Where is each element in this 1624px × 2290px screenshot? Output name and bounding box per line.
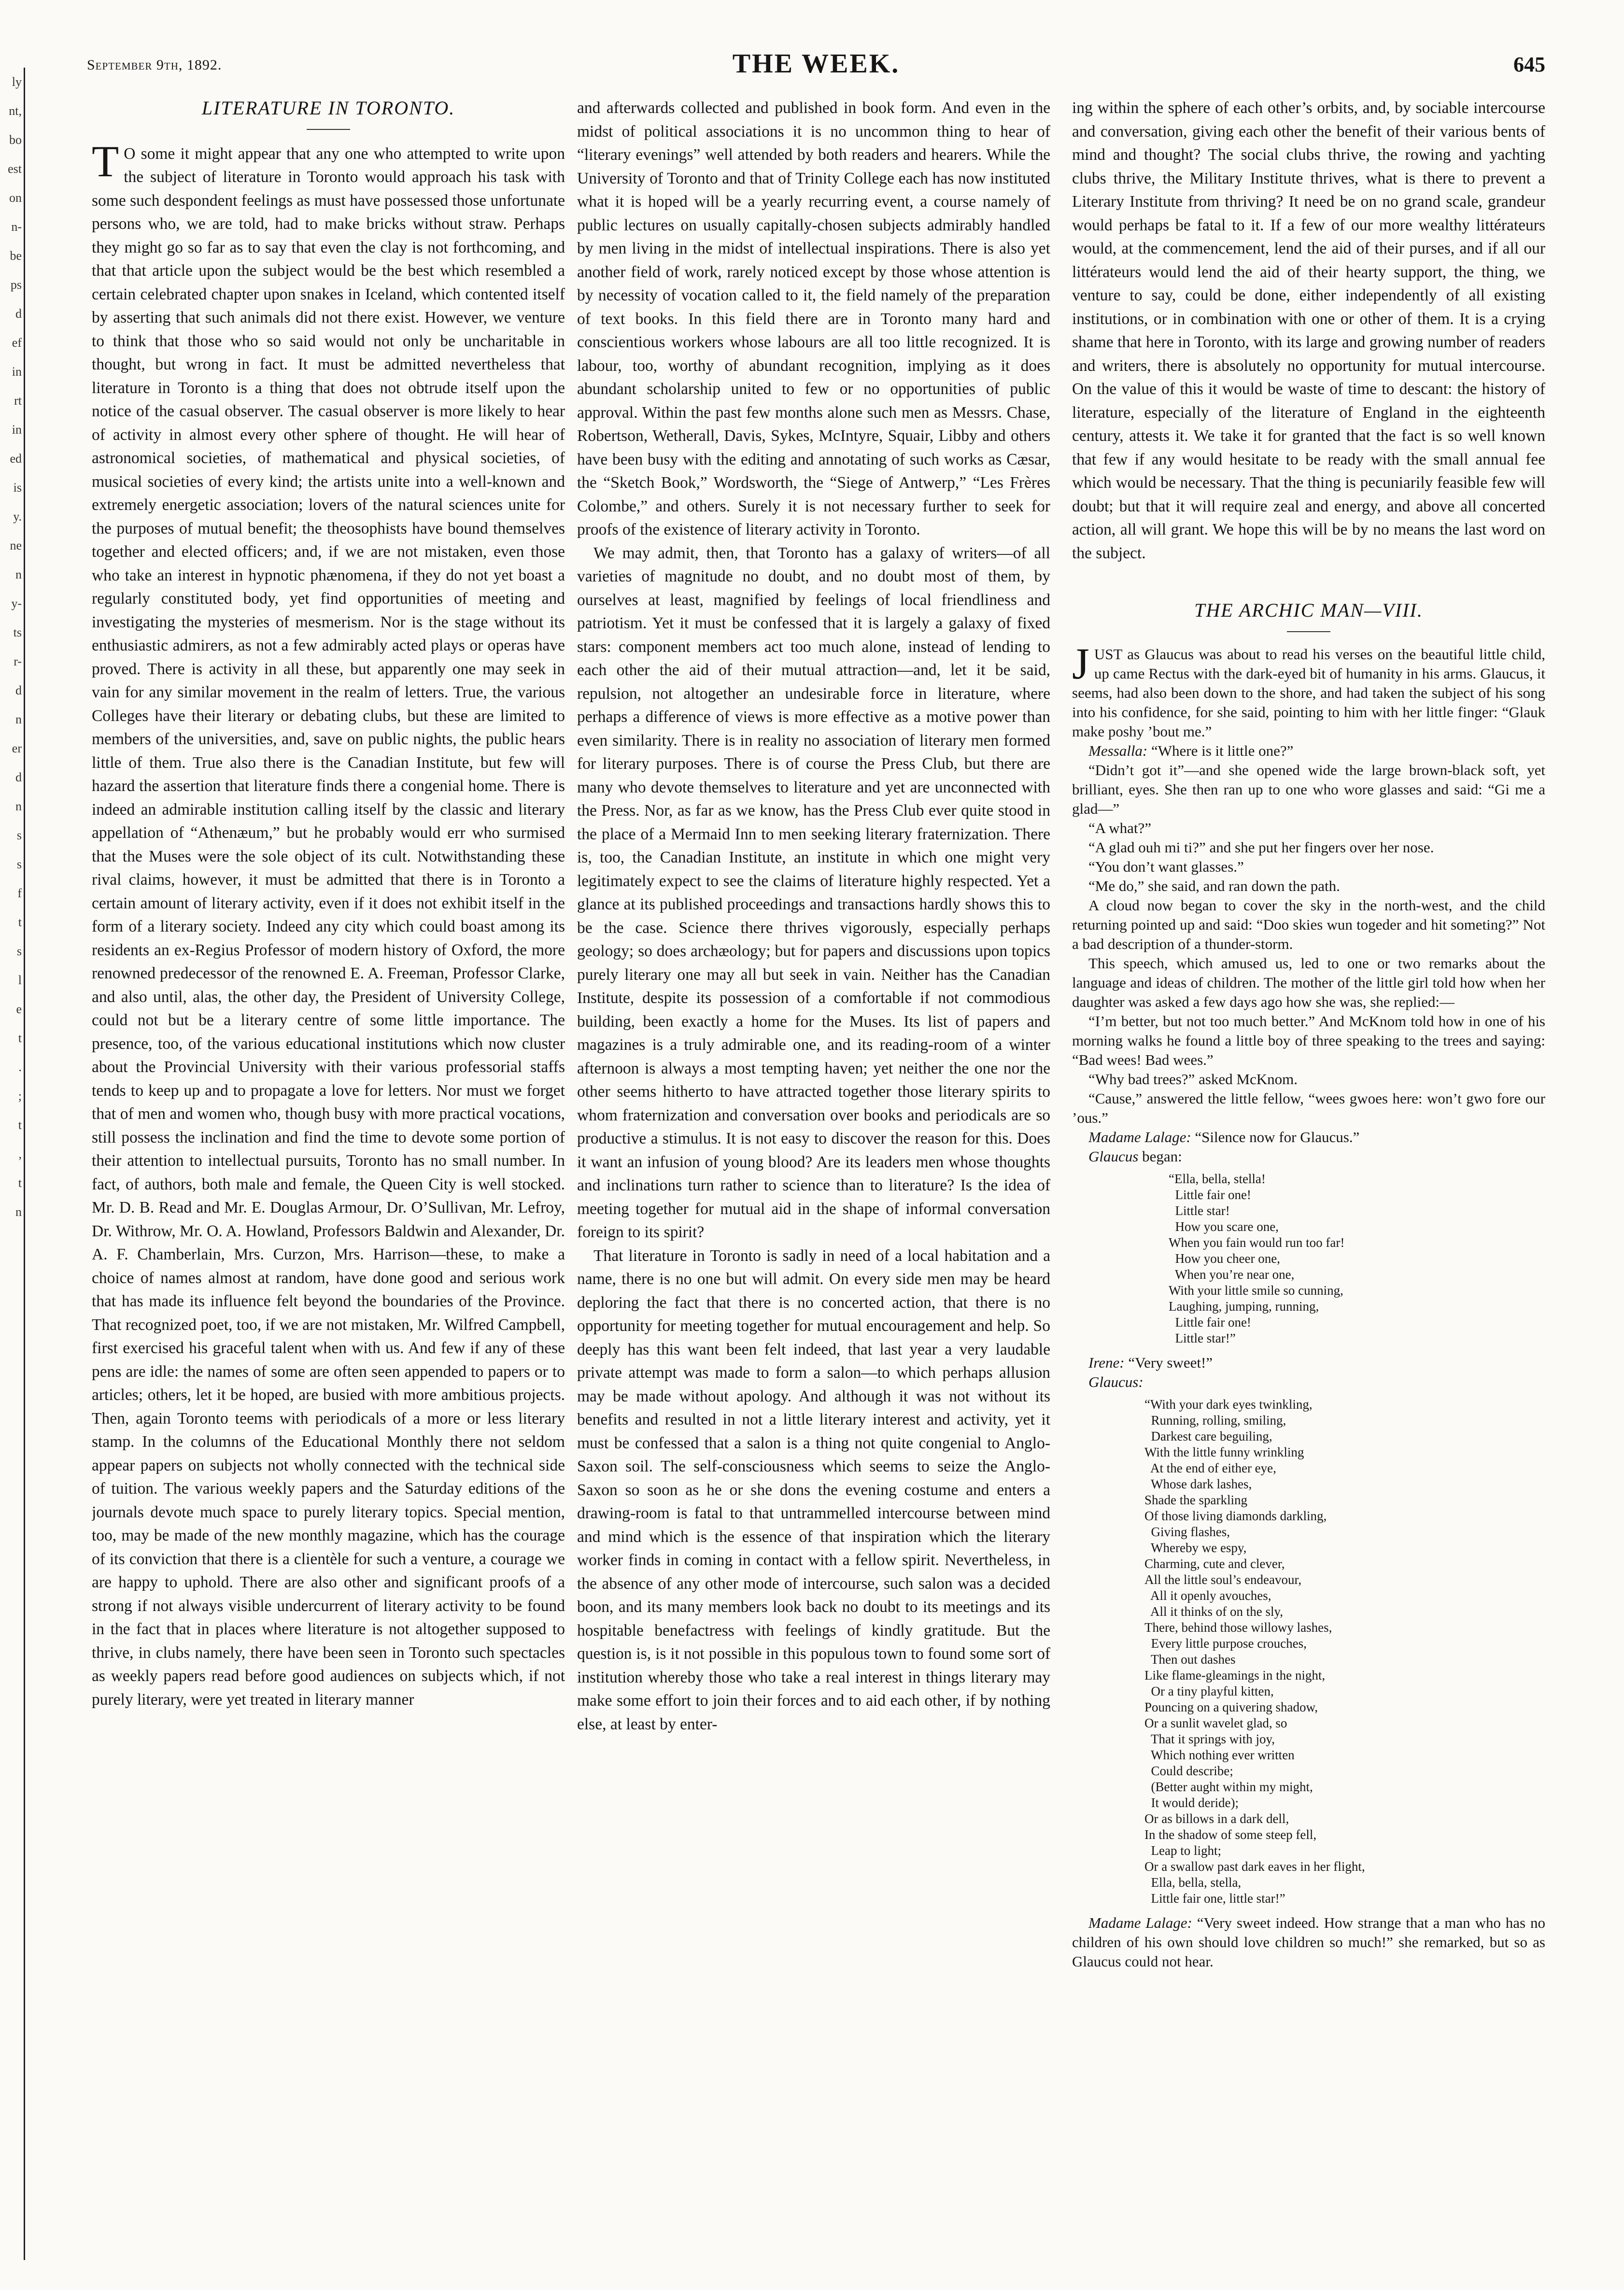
poem-stanza-2	[1072, 1397, 1545, 1907]
poem-line: Shade the sparkling	[1144, 1492, 1247, 1507]
poem-line: At the end of either eye,	[1144, 1460, 1276, 1475]
poem-line: Little fair one!	[1169, 1187, 1251, 1202]
dialogue-line: Irene: “Very sweet!”	[1088, 1354, 1213, 1371]
article-paragraph: That literature in Toronto is sadly in need of a local habitation and a name, there is no one but will admit. On every side men may be heard deploring the fact that there is no concerted action, that there is no opportunity for meeting together for mutual encouragement and help. So deeply has this want been felt indeed, that last year a very laudable private attempt was made to form a salon—to which perhaps allusion may be made without apology. And although it was not without its benefits and resulted in not a little literary interest and activity, yet it must be confessed that a salon is a thing not quite congenial to Anglo-Saxon soil. The self-consciousness which seems to seize the Anglo-Saxon so soon as he or she dons the evening costume and enters a drawing-room is fatal to that untrammelled intercourse between mind and mind which is the essence of that inspiration which the literary worker finds in coming in contact with a fellow spirit. Nevertheless, in the absence of any other mode of intercourse, such salon was a decided boon, and its many members look back no doubt to its meetings and its hospitable benefactress with feelings of kindly gratitude. But the question is, is it not possible in this populous town to found some sort of institution whereby those who take a real interest in things literary may make some effort to join their forces and to aid each other, if by nothing else, at least by enter-	[577, 1246, 1050, 1733]
poem-line: Laughing, jumping, running,	[1169, 1299, 1319, 1314]
poem-line: How you cheer one,	[1169, 1251, 1280, 1266]
dialogue-line: This speech, which amused us, led to one or two remarks about the language and ideas of children. The mother of the little girl told how when her daughter was asked a few days ago how she was, she replied:—	[1072, 954, 1545, 1010]
dialogue-line: “Cause,” answered the little fellow, “wees gwoes here: won’t gwo fore our ’ous.”	[1072, 1089, 1545, 1126]
adjacent-page-fragment: ly nt, bo est on n- be ps d ef in rt in ed is y. ne n y- ts r- d n er d n s s f t s l e t . ; t , t n	[0, 68, 25, 2260]
poem-line: (Better aught within my might,	[1144, 1779, 1313, 1794]
poem-line: When you fain would run too far!	[1169, 1235, 1345, 1250]
poem-line: When you’re near one,	[1169, 1267, 1295, 1282]
poem-line: Whereby we espy,	[1144, 1540, 1247, 1555]
poem-line: With your little smile so cunning,	[1169, 1283, 1343, 1298]
poem-line: Could describe;	[1144, 1763, 1233, 1778]
dialogue-line: Messalla: “Where is it little one?”	[1088, 742, 1294, 759]
dialogue-line: “I’m better, but not too much better.” And McKnom told how in one of his morning walks he found a little boy of three speaking to the trees and saying: “Bad wees! Bad wees.”	[1072, 1012, 1545, 1068]
dialogue-line: “A what?”	[1088, 819, 1151, 836]
dialogue-line: Madame Lalage: “Silence now for Glaucus.”	[1088, 1128, 1360, 1145]
title-rule	[307, 129, 350, 130]
poem-line: Or a swallow past dark eaves in her flight,	[1144, 1859, 1365, 1874]
poem-line: “With your dark eyes twinkling,	[1144, 1397, 1313, 1412]
article-paragraph: JUST as Glaucus was about to read his verses on the beautiful little child, up came Rectus with the dark-eyed bit of humanity in his arms. Glaucus, it seems, had also been down to the shore, and had taken the subject of his song into his confidence, for she said, pointing to him with her little finger: “Glauk make poshy ’bout me.”	[1072, 638, 1545, 740]
dialogue-line: Madame Lalage: “Very sweet indeed. How strange that a man who has no children of his own should love children so much!” she remarked, but so as Glaucus could not hear.	[1072, 1914, 1545, 1970]
drop-cap: J	[1072, 638, 1089, 688]
poem-line: Charming, cute and clever,	[1144, 1556, 1285, 1571]
poem-line: Running, rolling, smiling,	[1144, 1413, 1286, 1428]
dialogue-line: “Why bad trees?” asked McKnom.	[1088, 1070, 1298, 1088]
column-1	[92, 97, 565, 2246]
poem-line: Every little purpose crouches,	[1144, 1636, 1307, 1651]
page-number: 645	[1513, 53, 1545, 76]
article-title: LITERATURE IN TORONTO.	[201, 97, 455, 119]
dialogue-line: “Me do,” she said, and ran down the path.	[1088, 877, 1340, 894]
article-paragraph: and afterwards collected and published in book form. And even in the midst of political associations it is no uncommon thing to hear of “literary evenings” well attended by both readers and hearers. While the University of Toronto and that of Trinity College each has now instituted what it is hoped will be a yearly recurring event, a course namely of public lectures on usually capitally-chosen subjects admirably handled by men living in the midst of intellectual inspirations. There is also yet another field of work, rarely noticed except by those whose attention is by necessity of vocation called to it, the field namely of the preparation of text books. In this field there are in Toronto many hard and conscientious workers whose labours are all too little recognized. It is labour, too, worthy of abundant recognition, implying as it does abundant scholarship united to few or no opportunities of public approval. Within the past few months alone such men as Messrs. Chase, Robertson, Wetherall, Davis, Sykes, McIntyre, Squair, Libby and others have been busy with the editing and annotating of such works as Cæsar, the “Sketch Book,” Wordsworth, the “Siege of Antwerp,” “Les Frères Colombe,” and others. Surely it is not necessary further to seek for proofs of the existence of literary activity in Toronto.	[577, 99, 1050, 538]
poem-line: Little fair one!	[1169, 1315, 1251, 1329]
poem-line: Darkest care beguiling,	[1144, 1428, 1272, 1443]
column-2	[577, 97, 1050, 2246]
issue-date: September 9th, 1892.	[87, 57, 222, 73]
poem-line: Which nothing ever written	[1144, 1747, 1295, 1762]
dialogue-line: Glaucus began:	[1088, 1147, 1182, 1165]
dialogue-line: “Didn’t got it”—and she opened wide the large brown-black soft, yet brilliant, eyes. She then ran up to one who wore glasses and said: “Gi me a glad—”	[1072, 761, 1545, 817]
poem-line: With the little funny wrinkling	[1144, 1444, 1304, 1459]
poem-line: In the shadow of some steep fell,	[1144, 1827, 1317, 1842]
publication-title: THE WEEK.	[732, 49, 900, 79]
poem-line: Whose dark lashes,	[1144, 1476, 1252, 1491]
dialogue-line: Glaucus:	[1088, 1373, 1144, 1390]
dialogue-line: “You don’t want glasses.”	[1088, 858, 1244, 875]
article-title: THE ARCHIC MAN—VIII.	[1194, 599, 1423, 621]
page-header	[87, 48, 1545, 82]
drop-cap: T	[92, 136, 119, 186]
poem-line: Or a tiny playful kitten,	[1144, 1683, 1274, 1698]
poem-stanza-1	[1072, 1171, 1545, 1346]
poem-line: Little star!”	[1169, 1330, 1236, 1345]
article-paragraph: T O some it might appear that any one who attempted to write upon the subject of literature in Toronto would approach his task with some such despondent feelings as must have possessed those unfortunate persons who, we are told, had to make bricks without straw. Perhaps they might go so far as to say that even the clay is not forthcoming, and that that article upon the subject would be the best which resembled a certain celebrated chapter upon snakes in Iceland, which contented itself by asserting that such animals did not there exist. However, we venture to think that those who so said would not only be uncharitable in thought, but wrong in fact. It must be admitted nevertheless that literature in Toronto is a thing that does not obtrude itself upon the notice of the casual observer. The casual observer is more likely to hear of activity in almost every other sphere of thought. He will hear of astronomical societies, of mathematical and physical societies, of musical societies of every kind; the artists unite into a well-known and extremely energetic association; lovers of the natural sciences unite for the purposes of mutual benefit; the theosophists have bound themselves together and elected officers; and, if we are not mistaken, even those who take an interest in hypnotic phænomena, if they do not yet boast a regularly constituted body, yet find opportunities of meeting and investigating the mysteries of mesmerism. Nor is the stage without its enthusiastic admirers, as not a few admirably acted plays or operas have proved. There is activity in all these, but apparently one may seek in vain for any similar movement in the realm of letters. True, the various Colleges have their literary or debating clubs, but these are limited to members of the universities, and, save on public nights, the public hears little of them. True also there is the Canadian Institute, but few will hazard the assertion that literature finds there a congenial home. There is indeed an admirable institution calling itself by the classic and literary appellation of “Athenæum,” but he probably would err who surmised that the Muses were the sole object of its cult. Notwithstanding these rival claims, however, it must be admitted that there is in Toronto a certain amount of literary activity, even if it does not exhibit itself in the form of a literary society. Indeed any city which could boast among its residents an ex-Regius Professor of modern history of Oxford, the more renowned predecessor of the renowned E. A. Freeman, Professor Clarke, and also until, alas, the other day, the President of University College, could not but be a literary centre of some little importance. The presence, too, of the various educational institutions which now cluster about the Provincial University with their various professorial staffs tends to keep up and to propagate a love for letters. Nor must we forget that of men and women who, though busy with more practical vocations, still possess the inclination and find the time to devote some portion of their attention to intellectual pursuits, Toronto has no small number. In fact, of authors, both male and female, the Queen City is well stocked. Mr. D. B. Read and Mr. E. Douglas Armour, Dr. O’Sullivan, Mr. Lefroy, Dr. Withrow, Mr. O. A. Howland, Professors Baldwin and Alexander, Dr. A. F. Chamberlain, Mrs. Curzon, Mrs. Harrison—these, to make a choice of names almost at random, have done good and serious work that has made its influence felt beyond the boundaries of the Province. That recognized poet, too, if we are not mistaken, Mr. Wilfred Campbell, first exercised his graceful talent when with us. And few if any of these pens are idle: the names of some are often seen appended to papers or to articles; others, let it be hoped, are busied with more ambitious projects. Then, again Toronto teems with periodicals of a more or less literary stamp. In the columns of the Educational Monthly there not seldom appear papers on subjects not wholly connected with the technical side of tuition. The various weekly papers and the Saturday editions of the journals devote much space to purely literary topics. Special mention, too, may be made of the new monthly magazine, which has the courage of its conviction that there is a clientèle for such a venture, a courage we are happy to uphold. There are also other and significant proofs of a strong if not always visible undercurrent of literary activity to be found in the fact that in places where literature is not altogether supposed to thrive, in clubs namely, there have been seen in Toronto such spectacles as weekly papers read before good audiences on subjects which, if not purely literary, were yet treated in literary manner	[92, 136, 565, 1709]
poem-line: “Ella, bella, stella!	[1169, 1171, 1266, 1186]
poem-line: Little star!	[1169, 1203, 1230, 1218]
article-paragraph: We may admit, then, that Toronto has a galaxy of writers—of all varieties of magnitude no doubt, and no doubt most of them, by ourselves at least, magnified by feelings of local friendliness and patriotism. Yet it must be confessed that it is largely a galaxy of fixed stars: component members act too much alone, instead of lending to each other the aid of their mutual attraction—and, let it be said, repulsion, not altogether an undesirable force in literature, where perhaps a difference of views is more effective as a motive power than even similarity. There is in reality no association of literary men formed for literary purposes. There is of course the Press Club, but there are many who devote themselves to literature and yet are unconnected with the Press. Nor, as far as we know, has the Press Club ever quite stood in the place of a Mermaid Inn to men seeking literary fraternization. There is, too, the Canadian Institute, an institute in which one might very legitimately expect to see the claims of literature highly respected. Yet a glance at its published proceedings and transactions hardly shows this to be the case. Science there thrives vigorously, especially perhaps geology; so does archæology; but for papers and discussions upon topics purely literary one may all but seek in vain. Neither has the Canadian Institute, despite its possession of a comfortable if not commodious building, been exactly a home for the Muses. Its list of papers and magazines is a truly admirable one, and its reading-room of a winter afternoon is always a most tempting haven; yet neither the one nor the other seems hitherto to have attracted together those literary spirits to whom fraternization and conversation over books and periodicals are so productive a stimulus. It is not easy to discover the reason for this. Does it want an infusion of young blood? Are its leaders men whose thoughts and inclinations turn rather to science than to literature? Is the idea of meeting together for mutual aid in the shape of informal conversation foreign to its spirit?	[577, 544, 1050, 1241]
poem-line: Little fair one, little star!”	[1144, 1891, 1285, 1906]
poem-line: All the little soul’s endeavour,	[1144, 1572, 1302, 1587]
dialogue-line: A cloud now began to cover the sky in the north-west, and the child returning pointed up and said: “Doo skies wun togeder and hit someting?” Not a bad description of a thunder-storm.	[1072, 896, 1545, 952]
poem-line: That it springs with joy,	[1144, 1731, 1275, 1746]
poem-line: Of those living diamonds darkling,	[1144, 1508, 1327, 1523]
poem-line: Then out dashes	[1144, 1652, 1236, 1667]
poem-line: How you scare one,	[1169, 1219, 1279, 1234]
poem-line: All it openly avouches,	[1144, 1588, 1271, 1603]
poem-line: All it thinks of on the sly,	[1144, 1604, 1284, 1619]
poem-line: Ella, bella, stella,	[1144, 1875, 1242, 1890]
dialogue-line: “A glad ouh mi ti?” and she put her fingers over her nose.	[1088, 838, 1434, 856]
poem-line: Like flame-gleamings in the night,	[1144, 1668, 1326, 1682]
poem-line: Giving flashes,	[1144, 1524, 1230, 1539]
poem-line: Or as billows in a dark dell,	[1144, 1811, 1289, 1826]
poem-line: There, behind those willowy lashes,	[1144, 1620, 1332, 1635]
column-3	[1072, 97, 1545, 2246]
poem-line: Leap to light;	[1144, 1843, 1221, 1858]
poem-line: It would deride);	[1144, 1795, 1239, 1810]
poem-line: Pouncing on a quivering shadow,	[1144, 1699, 1318, 1714]
title-rule	[1287, 631, 1330, 632]
poem-line: Or a sunlit wavelet glad, so	[1144, 1715, 1287, 1730]
article-paragraph: ing within the sphere of each other’s orbits, and, by sociable intercourse and conversation, giving each other the benefit of their various bents of mind and thought? The social clubs thrive, the rowing and yachting clubs thrive, the Military Institute thrives, what is there to prevent a Literary Institute from thriving? It need be on no grand scale, grandeur would perhaps be fatal to it. If a few of our more wealthy littérateurs would, at the commencement, lend the aid of their purses, and if all our littérateurs would lend the aid of their hearty support, the thing, we venture to say, could be done, either independently of all existing institutions, or in combination with one or other of them. It is a crying shame that here in Toronto, with its large and growing number of readers and writers, there is absolutely no opportunity for mutual intercourse. On the value of this it would be waste of time to descant: the history of literature, especially of the literature of England in the eighteenth century, attests it. We take it for granted that the fact is so well known that few if any would hesitate to be ready with the small annual fee which would be necessary. That the thing is pecuniarily feasible few will doubt; but that it will require zeal and energy, and above all concerted action, all will grant. We hope this will be by no means the last word on the subject.	[1072, 99, 1545, 562]
